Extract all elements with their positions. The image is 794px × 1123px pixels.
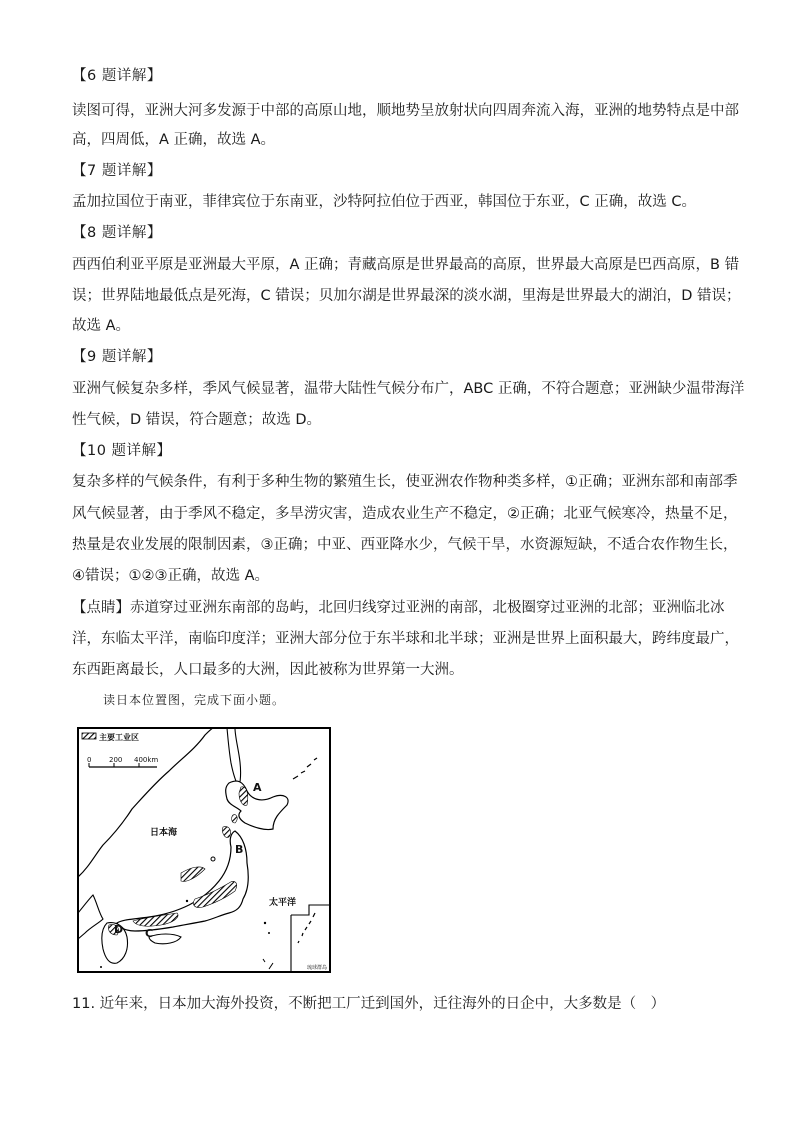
legend-label: 主要工业区 — [99, 733, 139, 742]
text-line: 误；世界陆地最低点是死海，C 错误；贝加尔湖是世界最深的淡水湖，里海是世界最大的湖泊，D 错误； — [72, 288, 741, 304]
japan-location-map — [77, 727, 331, 973]
text-line: 复杂多样的气候条件，有利于多种生物的繁殖生长，使亚洲农作物种类多样，①正确；亚洲东部和南部季 — [72, 474, 738, 490]
heading-q9: 【9 题详解】 — [72, 349, 162, 365]
question-11: 11. 近年来，日本加大海外投资，不断把工厂迁到国外，迁往海外的日企中，大多数是（ ） — [72, 996, 666, 1012]
text-line: 高，四周低，A 正确，故选 A。 — [72, 132, 276, 148]
text-line: 故选 A。 — [72, 318, 131, 334]
text-line: 孟加拉国位于南亚，菲律宾位于东南亚，沙特阿拉伯位于西亚，韩国位于东亚，C 正确，故选 C。 — [72, 194, 696, 210]
pacific-ocean-label: 太平洋 — [269, 898, 297, 908]
region-label-c: C — [145, 927, 154, 940]
heading-q10: 【10 题详解】 — [72, 443, 172, 459]
text-line: 【点睛】赤道穿过亚洲东南部的岛屿，北回归线穿过亚洲的南部，北极圈穿过亚洲的北部；亚洲临北冰 — [72, 600, 725, 616]
heading-q6: 【6 题详解】 — [72, 68, 162, 84]
region-label-d: D — [114, 923, 124, 936]
heading-q7: 【7 题详解】 — [72, 163, 162, 179]
text-line: 亚洲气候复杂多样，季风气候显著，温带大陆性气候分布广，ABC 正确，不符合题意；亚洲缺少温带海洋 — [72, 381, 745, 397]
text-line: ④错误；①②③正确，故选 A。 — [72, 568, 270, 584]
legend-hatch-swatch — [82, 733, 96, 739]
text-line: 读图可得，亚洲大河多发源于中部的高原山地，顺地势呈放射状向四周奔流入海，亚洲的地势特点是中部 — [72, 103, 739, 119]
region-label-a: A — [253, 781, 262, 794]
text-line: 性气候，D 错误，符合题意；故选 D。 — [72, 412, 322, 428]
scale-label: 200 — [109, 756, 123, 764]
scale-label: 0 — [87, 756, 92, 764]
text-line: 热量是农业发展的限制因素，③正确；中亚、西亚降水少，气候干旱，水资源短缺，不适合农作物生长， — [72, 537, 738, 553]
scale-label: 400km — [134, 756, 159, 764]
heading-q8: 【8 题详解】 — [72, 225, 162, 241]
inset-label: 琉球群岛 — [307, 965, 328, 971]
region-label-b: B — [235, 843, 244, 856]
text-line: 洋，东临太平洋，南临印度洋；亚洲大部分位于东半球和北半球；亚洲是世界上面积最大，跨纬度最广， — [72, 631, 739, 647]
text-line: 东西距离最长，人口最多的大洲，因此被称为世界第一大洲。 — [72, 662, 464, 678]
text-line: 风气候显著，由于季风不稳定，多旱涝灾害，造成农业生产不稳定，②正确；北亚气候寒冷，热量不足， — [72, 506, 738, 522]
sea-of-japan-label: 日本海 — [150, 828, 178, 838]
text-line: 西西伯利亚平原是亚洲最大平原，A 正确；青藏高原是世界最高的高原，世界最大高原是巴西高原，B 错 — [72, 257, 740, 273]
map-caption: 读日本位置图，完成下面小题。 — [103, 693, 286, 707]
